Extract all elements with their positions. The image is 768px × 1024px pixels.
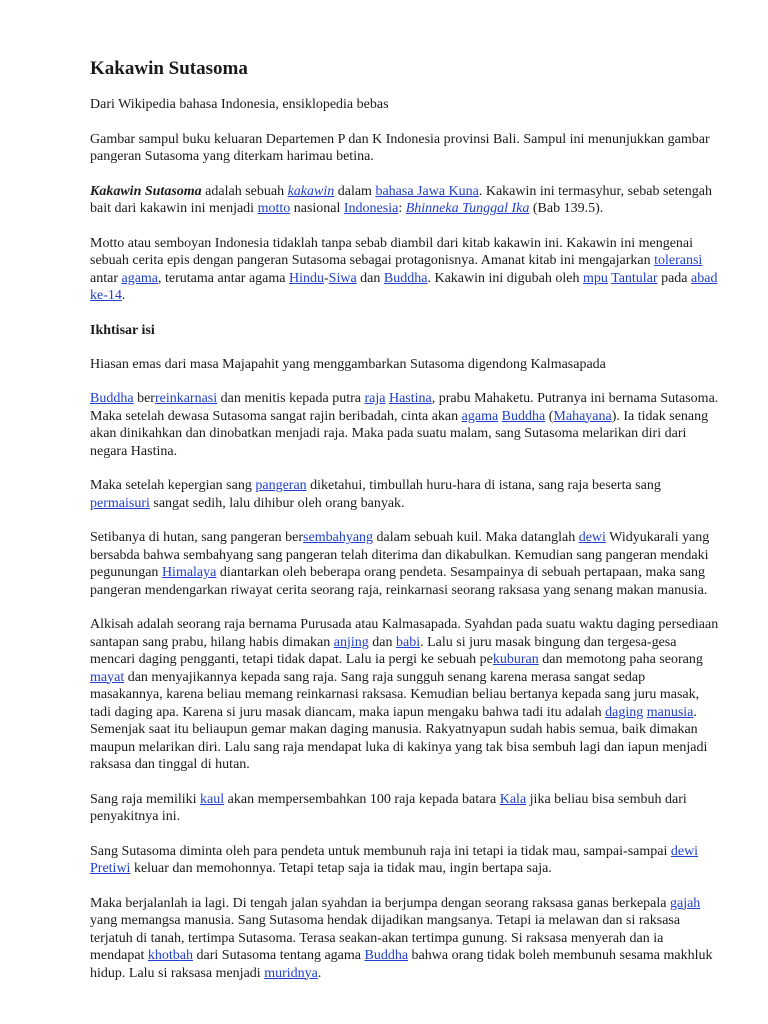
bold-term: Kakawin Sutasoma (90, 183, 202, 199)
paragraph-hutan: Setibanya di hutan, sang pangeran bersembahyang dalam sebuah kuil. Maka datanglah dewi Widyukarali yang bersabda bahwa sembahyang sang pangeran telah diterima dan dikabulkan. Kemudian sang pangeran mendaki pegunungan Himalaya diantarkan oleh beberapa orang pendeta. Sesampainya di sebuah pertapaan, maka sang pangeran mendengarkan riwayat cerita seorang raja, reinkarnasi seorang raksasa yang senang makan manusia. (90, 530, 710, 598)
subtitle: Dari Wikipedia bahasa Indonesia, ensiklopedia bebas (90, 97, 389, 112)
link-buddha[interactable]: Buddha (383, 270, 428, 286)
link-hastina[interactable]: Hastina (388, 391, 432, 406)
paragraph-kaul: Sang raja memiliki kaul akan mempersembahkan 100 raja kepada batara Kala jika beliau bisa sembuh dari penyakitnya ini. (90, 791, 687, 824)
link-buddha[interactable]: Buddha (90, 391, 134, 406)
link-dewi[interactable]: dewi (578, 530, 606, 545)
link-pangeran[interactable]: pangeran (255, 478, 307, 493)
link-kala[interactable]: Kala (499, 791, 527, 807)
paragraph-raksasa: Maka berjalanlah ia lagi. Di tengah jalan syahdan ia berjumpa dengan seorang raksasa ganas berkepala gajah yang memangsa manusia. Sang Sutasoma hendak dijadikan mangsanya. Tetapi ia melawan dan si raksasa terjatuh di tanah, tertimpa Sutasoma. Terasa seakan-akan tertimpa gunung. Si raksasa menyerah dan ia mendapat khotbah dari Sutasoma tentang agama Buddha bahwa orang tidak boleh membunuh sesama makhluk hidup. Lalu si raksasa menjadi muridnya. (90, 895, 713, 981)
link-kuburan[interactable]: kuburan (492, 652, 539, 667)
link-mahayana[interactable]: Mahayana (553, 408, 612, 424)
link-reinkarnasi[interactable]: reinkarnasi (154, 391, 218, 406)
link-bhinneka-tunggal-ika[interactable]: Bhinneka Tunggal Ika (405, 201, 530, 216)
section-heading: Ikhtisar isi (90, 322, 155, 338)
paragraph-kepergian: Maka setelah kepergian sang pangeran diketahui, timbullah huru-hara di istana, sang raja beserta sang permaisuri sangat sedih, lalu dihibur oleh orang banyak. (90, 478, 661, 511)
link-gajah[interactable]: gajah (669, 895, 701, 911)
link-khotbah[interactable]: khotbah (147, 948, 194, 963)
link-indonesia[interactable]: Indonesia (343, 201, 399, 216)
link-mayat[interactable]: mayat (90, 669, 125, 685)
link-anjing[interactable]: anjing (333, 634, 369, 650)
image-caption: Gambar sampul buku keluaran Departemen P dan K Indonesia provinsi Bali. Sampul ini menunjukkan gambar pangeran Sutasoma yang diterkam harimau betina. (90, 131, 710, 164)
link-pretiwi[interactable]: Pretiwi (90, 861, 131, 876)
link-daging[interactable]: daging (605, 704, 644, 720)
link-himalaya[interactable]: Himalaya (161, 565, 217, 580)
link-siwa[interactable]: Siwa (328, 270, 357, 286)
link-buddha[interactable]: Buddha (364, 948, 409, 963)
paragraph-motto: Motto atau semboyan Indonesia tidaklah tanpa sebab diambil dari kitab kakawin ini. Kakawin ini mengenai sebuah cerita epis dengan pangeran Sutasoma sebagai protagonisnya. Amanat kitab ini mengajarkan toleransi antar agama, terutama antar agama Hindu-Siwa dan Buddha. Kakawin ini digubah oleh mpu Tantular pada abad ke-14. (90, 235, 718, 303)
link-muridnya[interactable]: muridnya (264, 965, 318, 981)
link-agama[interactable]: agama (121, 270, 159, 286)
link-dewi[interactable]: dewi (670, 843, 699, 859)
link-motto[interactable]: motto (257, 201, 291, 216)
link-hindu[interactable]: Hindu (289, 270, 324, 286)
page-title: Kakawin Sutasoma (90, 58, 248, 79)
link-agama[interactable]: agama (461, 408, 499, 424)
link-kaul[interactable]: kaul (200, 791, 225, 807)
image-caption-2: Hiasan emas dari masa Majapahit yang menggambarkan Sutasoma digendong Kalmasapada (90, 356, 606, 372)
link-kakawin[interactable]: kakawin (287, 183, 335, 199)
link-raja[interactable]: raja (364, 391, 386, 406)
link-sembahyang[interactable]: sembahyang (303, 530, 374, 545)
article (90, 56, 720, 999)
paragraph-buddha: Buddha berreinkarnasi dan menitis kepada putra raja Hastina, prabu Mahaketu. Putranya ini bernama Sutasoma. Maka setelah dewasa Sutasoma sangat rajin beribadah, cinta akan agama Buddha (Mahayana). Ia tidak senang akan dinikahkan dan dinobatkan menjadi raja. Maka pada suatu malam, sang Sutasoma melarikan diri dari negara Hastina. (90, 391, 719, 459)
paragraph-intro: Kakawin Sutasoma adalah sebuah kakawin dalam bahasa Jawa Kuna. Kakawin ini termasyhur, sebab setengah bait dari kakawin ini menjadi motto nasional Indonesia: Bhinneka Tunggal Ika (Bab 139.5). (90, 183, 712, 216)
link-abad-ke-14[interactable]: abad ke-14 (90, 270, 718, 303)
link-mpu[interactable]: mpu (582, 270, 608, 286)
paragraph-pretiwi: Sang Sutasoma diminta oleh para pendeta untuk membunuh raja ini tetapi ia tidak mau, sampai-sampai dewi Pretiwi keluar dan memohonnya. Tetapi tetap saja ia tidak mau, ingin bertapa saja. (90, 843, 699, 876)
link-tantular[interactable]: Tantular (611, 270, 658, 286)
link-toleransi[interactable]: toleransi (654, 253, 703, 268)
link-permaisuri[interactable]: permaisuri (90, 495, 150, 511)
link-bahasa-jawa-kuna[interactable]: bahasa Jawa Kuna (375, 183, 479, 199)
paragraph-alkisah: Alkisah adalah seorang raja bernama Purusada atau Kalmasapada. Syahdan pada suatu waktu daging persediaan santapan sang prabu, hilang habis dimakan anjing dan babi. Lalu si juru masak bingung dan tergesa-gesa mencari daging pengganti, tetapi tidak dapat. Lalu ia pergi ke sebuah pekuburan dan memotong paha seorang mayat dan menyajikannya kepada sang raja. Sang raja sungguh senang karena merasa sangat sedap masakannya, karena beliau memang reinkarnasi raksasa. Kemudian beliau bertanya kepada sang juru masak, tadi daging apa. Karena si juru masak diancam, maka iapun mengaku bahwa tadi itu adalah daging manusia. Semenjak saat itu beliaupun gemar makan daging manusia. Rakyatnyapun sudah habis semua, baik dimakan maupun melarikan diri. Lalu sang raja mendapat luka di kakinya yang tak bisa sembuh lagi dan iapun menjadi raksasa dan tinggal di hutan. (90, 617, 719, 772)
link-babi[interactable]: babi (396, 634, 421, 650)
link-buddha-2[interactable]: Buddha (501, 408, 546, 424)
link-manusia[interactable]: manusia (646, 704, 694, 720)
